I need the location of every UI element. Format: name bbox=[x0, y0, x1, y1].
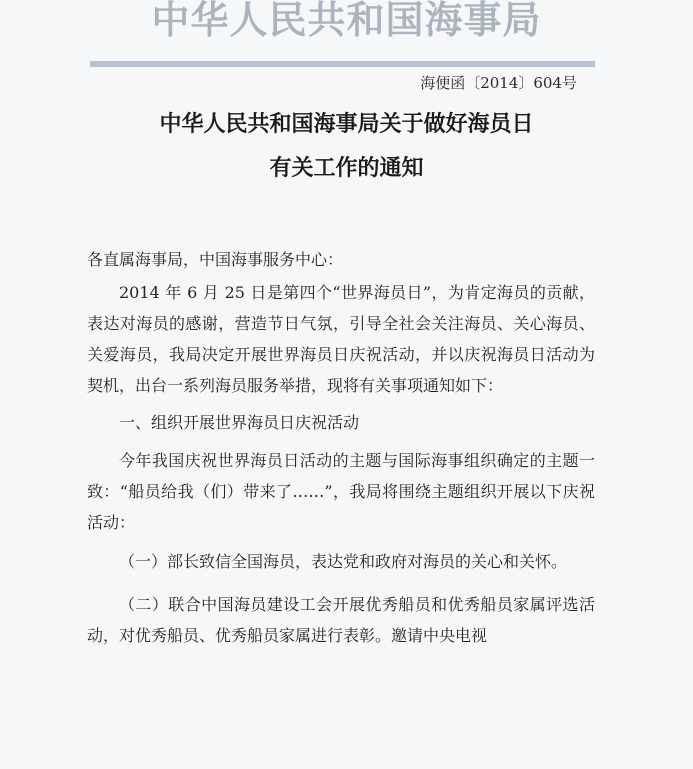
letterhead-agency-name: 中华人民共和国海事局 bbox=[151, 0, 542, 42]
letterhead-divider bbox=[90, 61, 595, 67]
paragraph-theme: 今年我国庆祝世界海员日活动的主题与国际海事组织确定的主题一致：“船员给我（们）带来了……”，我局将围绕主题组织开展以下庆祝活动： bbox=[87, 451, 595, 532]
section-heading-1: 一、组织开展世界海员日庆祝活动 bbox=[119, 413, 360, 432]
salutation: 各直属海事局，中国海事服务中心： bbox=[87, 250, 344, 269]
document-title-line-1: 中华人民共和国海事局关于做好海员日 bbox=[159, 111, 534, 137]
document-body bbox=[87, 244, 595, 651]
paragraph-intro: 2014 年 6 月 25 日是第四个“世界海员日”，为肯定海员的贡献，表达对海员的感谢，营造节日气氛，引导全社会关注海员、关心海员、关爱海员，我局决定开展世界海员日庆祝活动，并以庆祝海员日活动为契机，出台一系列海员服务举措，现将有关事项通知如下： bbox=[87, 283, 595, 395]
document-number: 海便函〔2014〕604号 bbox=[420, 74, 577, 92]
list-item-2: （二）联合中国海员建设工会开展优秀船员和优秀船员家属评选活动，对优秀船员、优秀船员家属进行表彰。邀请中央电视 bbox=[87, 595, 595, 645]
list-item-1: （一）部长致信全国海员，表达党和政府对海员的关心和关怀。 bbox=[119, 552, 568, 571]
document-title-line-2: 有关工作的通知 bbox=[269, 155, 424, 181]
